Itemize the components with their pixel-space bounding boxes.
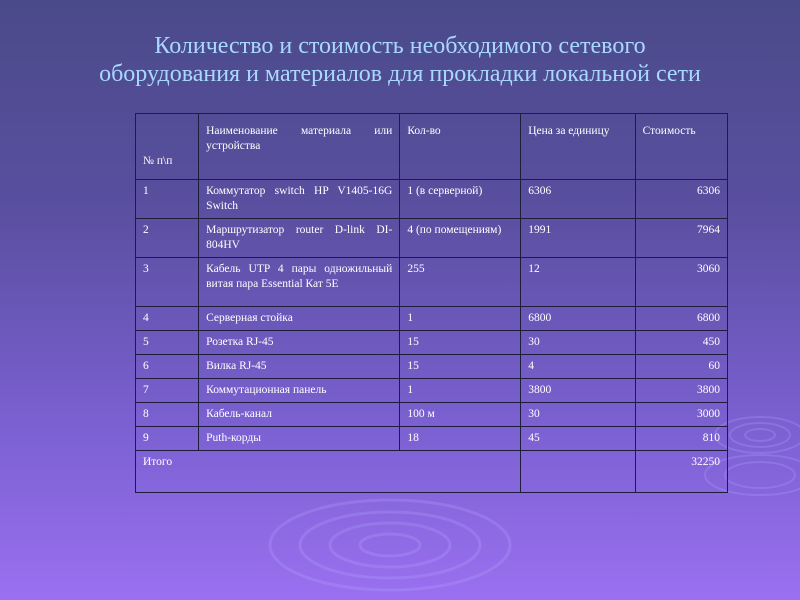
cell-number: 9 <box>136 427 199 451</box>
table-row <box>136 355 728 379</box>
cell-unit-price: 4 <box>521 355 635 379</box>
total-label: Итого <box>136 451 521 493</box>
cell-cost: 7964 <box>635 219 727 258</box>
cell-name: Серверная стойка <box>199 307 400 331</box>
cell-number: 2 <box>136 219 199 258</box>
header-name: Наименование материала или устройства <box>199 114 400 180</box>
cell-unit-price: 6306 <box>521 180 635 219</box>
table-total-row <box>136 451 728 493</box>
total-value: 32250 <box>635 451 727 493</box>
cell-number: 1 <box>136 180 199 219</box>
cell-name: Коммутационная панель <box>199 379 400 403</box>
slide-title <box>0 32 800 88</box>
cell-cost: 60 <box>635 355 727 379</box>
cell-cost: 6800 <box>635 307 727 331</box>
table-row <box>136 180 728 219</box>
cell-quantity: 15 <box>400 355 521 379</box>
cell-name: Коммутатор switch HP V1405-16G Switch <box>199 180 400 219</box>
table-row <box>136 219 728 258</box>
table-row <box>136 331 728 355</box>
cell-number: 8 <box>136 403 199 427</box>
cell-unit-price: 1991 <box>521 219 635 258</box>
cell-quantity: 15 <box>400 331 521 355</box>
cell-quantity: 1 (в серверной) <box>400 180 521 219</box>
cell-unit-price: 6800 <box>521 307 635 331</box>
table-row <box>136 403 728 427</box>
header-number: № п\п <box>136 114 199 180</box>
cell-name: Puth-корды <box>199 427 400 451</box>
equipment-cost-table <box>135 113 728 493</box>
cell-cost: 3060 <box>635 258 727 307</box>
table-row <box>136 427 728 451</box>
cell-number: 5 <box>136 331 199 355</box>
cell-number: 3 <box>136 258 199 307</box>
cell-quantity: 1 <box>400 379 521 403</box>
cell-name: Розетка RJ-45 <box>199 331 400 355</box>
cell-name: Вилка RJ-45 <box>199 355 400 379</box>
table-row <box>136 379 728 403</box>
cell-name: Кабель-канал <box>199 403 400 427</box>
header-unit-price: Цена за единицу <box>521 114 635 180</box>
slide-title-line-1: Количество и стоимость необходимого сетевого <box>154 33 646 59</box>
cell-name: Кабель UTP 4 пары одножильный витая пара Essential Кат 5Е <box>199 258 400 307</box>
cell-quantity: 1 <box>400 307 521 331</box>
header-quantity: Кол-во <box>400 114 521 180</box>
cell-number: 4 <box>136 307 199 331</box>
cell-number: 7 <box>136 379 199 403</box>
cell-unit-price: 12 <box>521 258 635 307</box>
cell-quantity: 18 <box>400 427 521 451</box>
cell-unit-price: 30 <box>521 331 635 355</box>
cell-name: Маршрутизатор router D-link DI-804HV <box>199 219 400 258</box>
cell-unit-price: 45 <box>521 427 635 451</box>
table-row <box>136 307 728 331</box>
slide-title-line-2: оборудования и материалов для прокладки локальной сети <box>99 61 701 87</box>
table-header-row <box>136 114 728 180</box>
cell-cost: 3000 <box>635 403 727 427</box>
total-empty-cell <box>521 451 635 493</box>
cell-unit-price: 30 <box>521 403 635 427</box>
cell-number: 6 <box>136 355 199 379</box>
cell-quantity: 4 (по помещениям) <box>400 219 521 258</box>
cell-cost: 810 <box>635 427 727 451</box>
cell-quantity: 255 <box>400 258 521 307</box>
table-row <box>136 258 728 307</box>
header-cost: Стоимость <box>635 114 727 180</box>
cell-cost: 450 <box>635 331 727 355</box>
cell-unit-price: 3800 <box>521 379 635 403</box>
cell-cost: 3800 <box>635 379 727 403</box>
cell-cost: 6306 <box>635 180 727 219</box>
cell-quantity: 100 м <box>400 403 521 427</box>
